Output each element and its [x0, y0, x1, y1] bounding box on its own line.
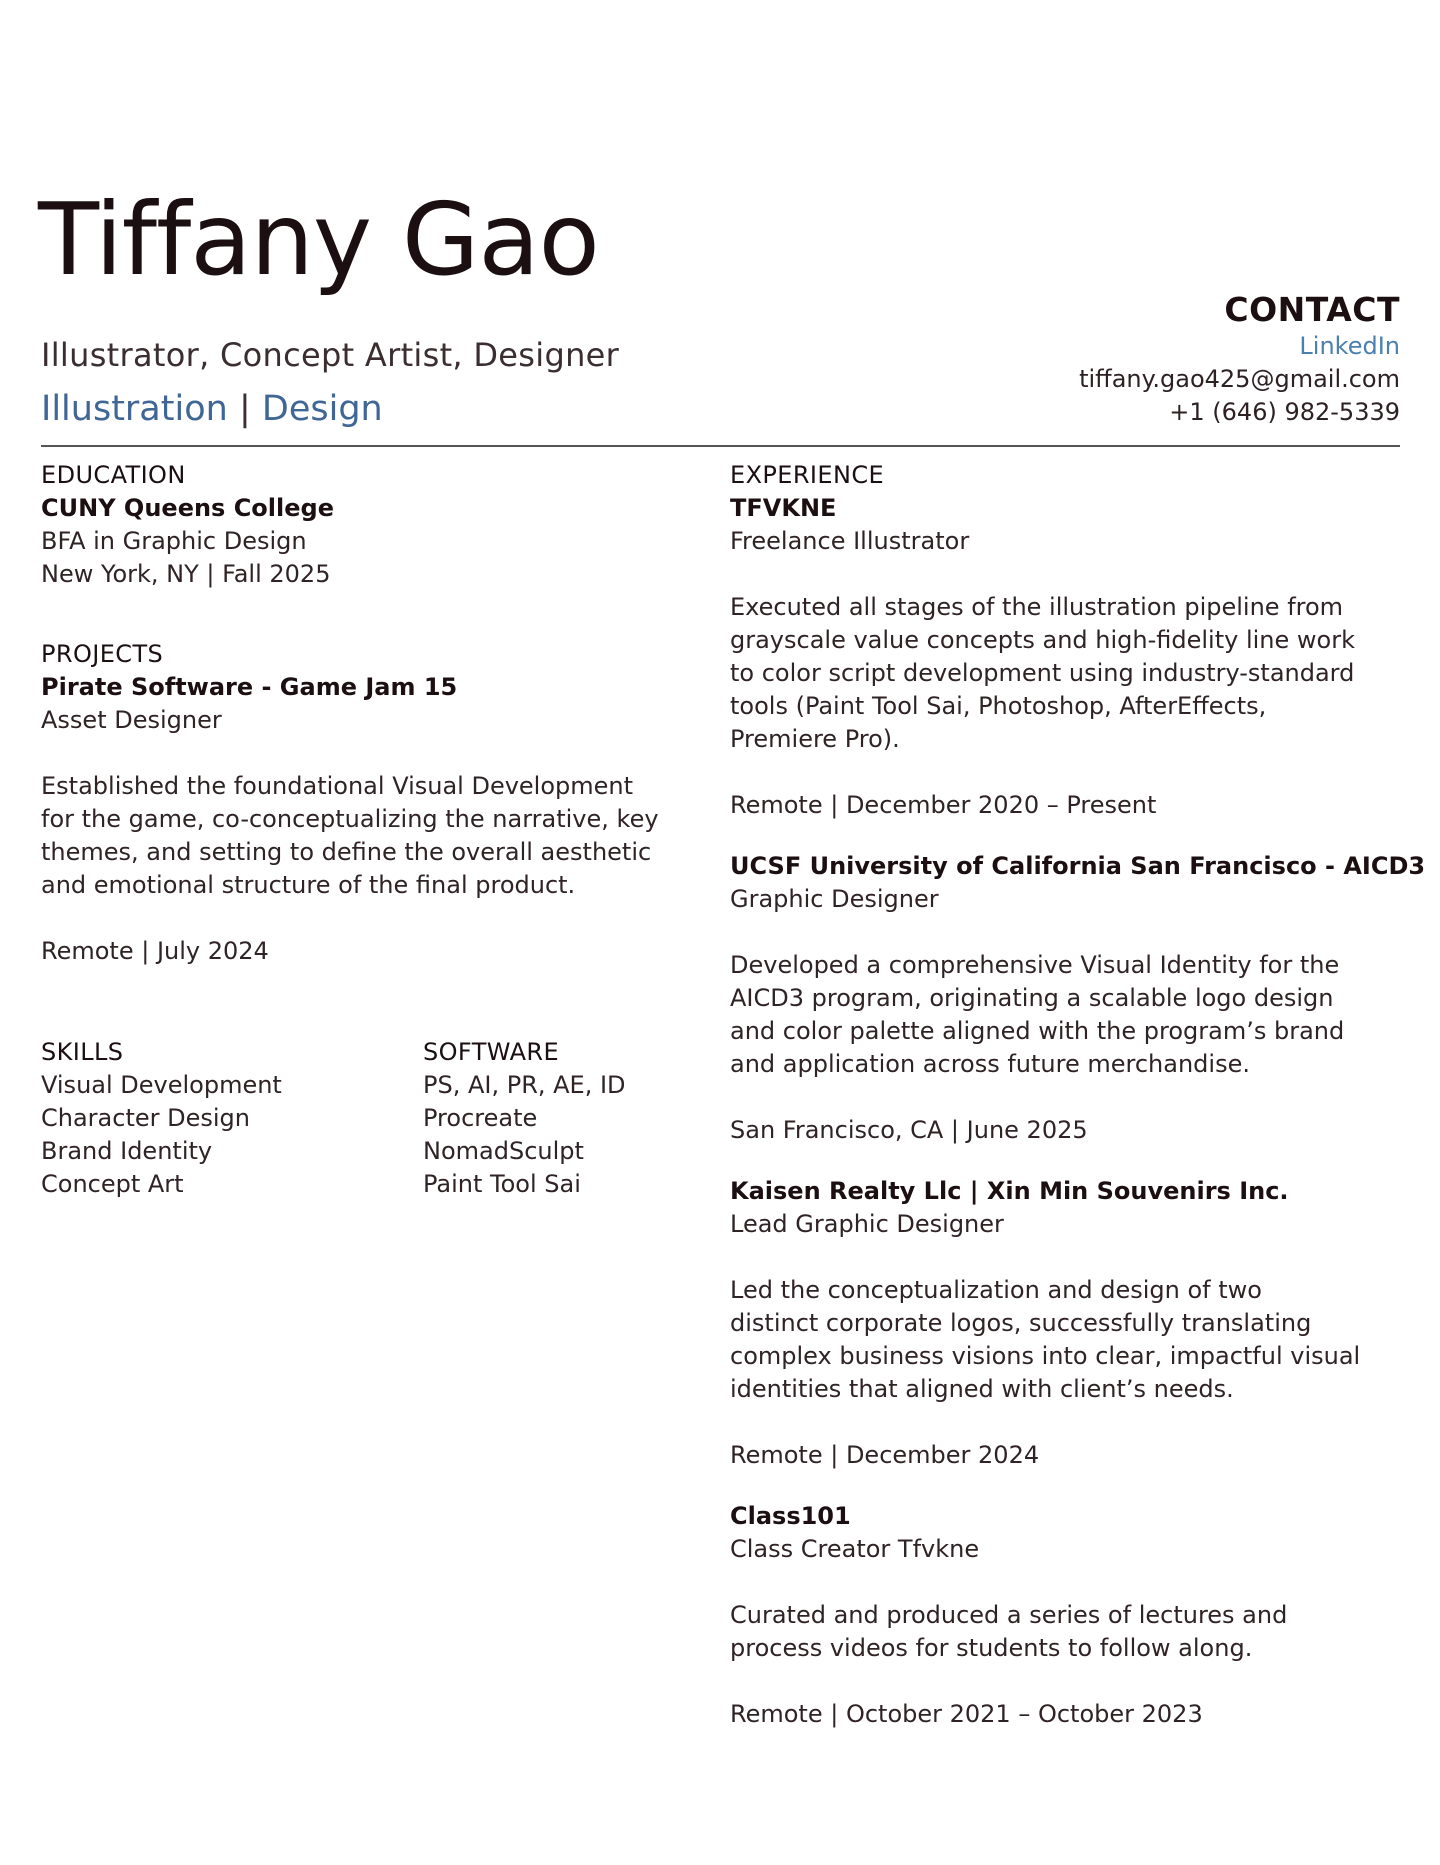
job-description-line: grayscale value concepts and high-fidelity line work: [730, 626, 1355, 654]
job-description-line: and color palette aligned with the program’s brand: [730, 1017, 1345, 1045]
job-description-line: Executed all stages of the illustration pipeline from: [730, 593, 1344, 621]
job-location-date: San Francisco, CA | June 2025: [730, 1116, 1088, 1144]
project-title: Pirate Software - Game Jam 15: [41, 673, 458, 701]
software-heading: SOFTWARE: [423, 1038, 560, 1066]
contact-heading: CONTACT: [1224, 290, 1400, 329]
illustration-link[interactable]: Illustration: [41, 389, 228, 429]
job-description-line: to color script development using industry-standard: [730, 659, 1355, 687]
software-item: Paint Tool Sai: [423, 1170, 581, 1198]
resume-tagline: Illustrator, Concept Artist, Designer: [41, 336, 620, 374]
software-item: NomadSculpt: [423, 1137, 584, 1165]
job-description-line: process videos for students to follow along.: [730, 1634, 1253, 1662]
job-role: Freelance Illustrator: [730, 527, 970, 555]
experience-heading: EXPERIENCE: [730, 461, 885, 489]
education-school: CUNY Queens College: [41, 494, 334, 522]
education-heading: EDUCATION: [41, 461, 186, 489]
job-description-line: complex business visions into clear, impactful visual: [730, 1342, 1361, 1370]
project-description-line: themes, and setting to define the overall aesthetic: [41, 838, 652, 866]
projects-section: [41, 638, 659, 968]
portfolio-links: [41, 388, 383, 430]
job-description-line: Premiere Pro).: [730, 725, 900, 753]
project-description-line: Established the foundational Visual Development: [41, 772, 634, 800]
job-company: Class101: [730, 1502, 851, 1530]
job-role: Class Creator Tfvkne: [730, 1535, 980, 1563]
skills-section: [41, 1036, 282, 1201]
linkedin-link[interactable]: LinkedIn: [1299, 332, 1400, 360]
job-location-date: Remote | December 2020 – Present: [730, 791, 1157, 819]
contact-phone: +1 (646) 982-5339: [1169, 398, 1400, 426]
skill-item: Character Design: [41, 1104, 250, 1132]
experience-section: [730, 459, 1425, 1731]
skill-item: Concept Art: [41, 1170, 184, 1198]
job-description-line: Developed a comprehensive Visual Identity for the: [730, 951, 1340, 979]
resume-name: Tiffany Gao: [38, 181, 599, 298]
header-divider: [41, 445, 1400, 447]
design-link[interactable]: Design: [261, 389, 383, 429]
contact-block: [1079, 290, 1400, 429]
software-item: Procreate: [423, 1104, 538, 1132]
skill-item: Visual Development: [41, 1071, 282, 1099]
job-description-line: Curated and produced a series of lectures and: [730, 1601, 1288, 1629]
job-description-line: distinct corporate logos, successfully translating: [730, 1309, 1312, 1337]
job-description-line: tools (Paint Tool Sai, Photoshop, AfterEffects,: [730, 692, 1267, 720]
education-degree: BFA in Graphic Design: [41, 527, 307, 555]
job-description-line: Led the conceptualization and design of two: [730, 1276, 1262, 1304]
contact-email[interactable]: tiffany.gao425@gmail.com: [1079, 365, 1400, 393]
job-location-date: Remote | December 2024: [730, 1441, 1040, 1469]
education-section: [41, 459, 334, 591]
job-description-line: and application across future merchandise.: [730, 1050, 1250, 1078]
project-role: Asset Designer: [41, 706, 222, 734]
software-section: [423, 1036, 626, 1201]
project-description-line: and emotional structure of the final product.: [41, 871, 576, 899]
job-description-line: identities that aligned with client’s needs.: [730, 1375, 1234, 1403]
software-item: PS, AI, PR, AE, ID: [423, 1071, 626, 1099]
education-location-date: New York, NY | Fall 2025: [41, 560, 331, 588]
skills-heading: SKILLS: [41, 1038, 124, 1066]
job-company: TFVKNE: [730, 494, 837, 522]
links-separator: |: [238, 389, 251, 429]
skill-item: Brand Identity: [41, 1137, 213, 1165]
job-company: Kaisen Realty Llc | Xin Min Souvenirs Inc.: [730, 1177, 1289, 1205]
project-description-line: for the game, co-conceptualizing the narrative, key: [41, 805, 659, 833]
job-company: UCSF University of California San Francisco - AICD3: [730, 852, 1426, 880]
job-location-date: Remote | October 2021 – October 2023: [730, 1700, 1203, 1728]
job-role: Lead Graphic Designer: [730, 1210, 1004, 1238]
job-description-line: AICD3 program, originating a scalable logo design: [730, 984, 1334, 1012]
project-location-date: Remote | July 2024: [41, 937, 269, 965]
projects-heading: PROJECTS: [41, 640, 164, 668]
job-role: Graphic Designer: [730, 885, 939, 913]
